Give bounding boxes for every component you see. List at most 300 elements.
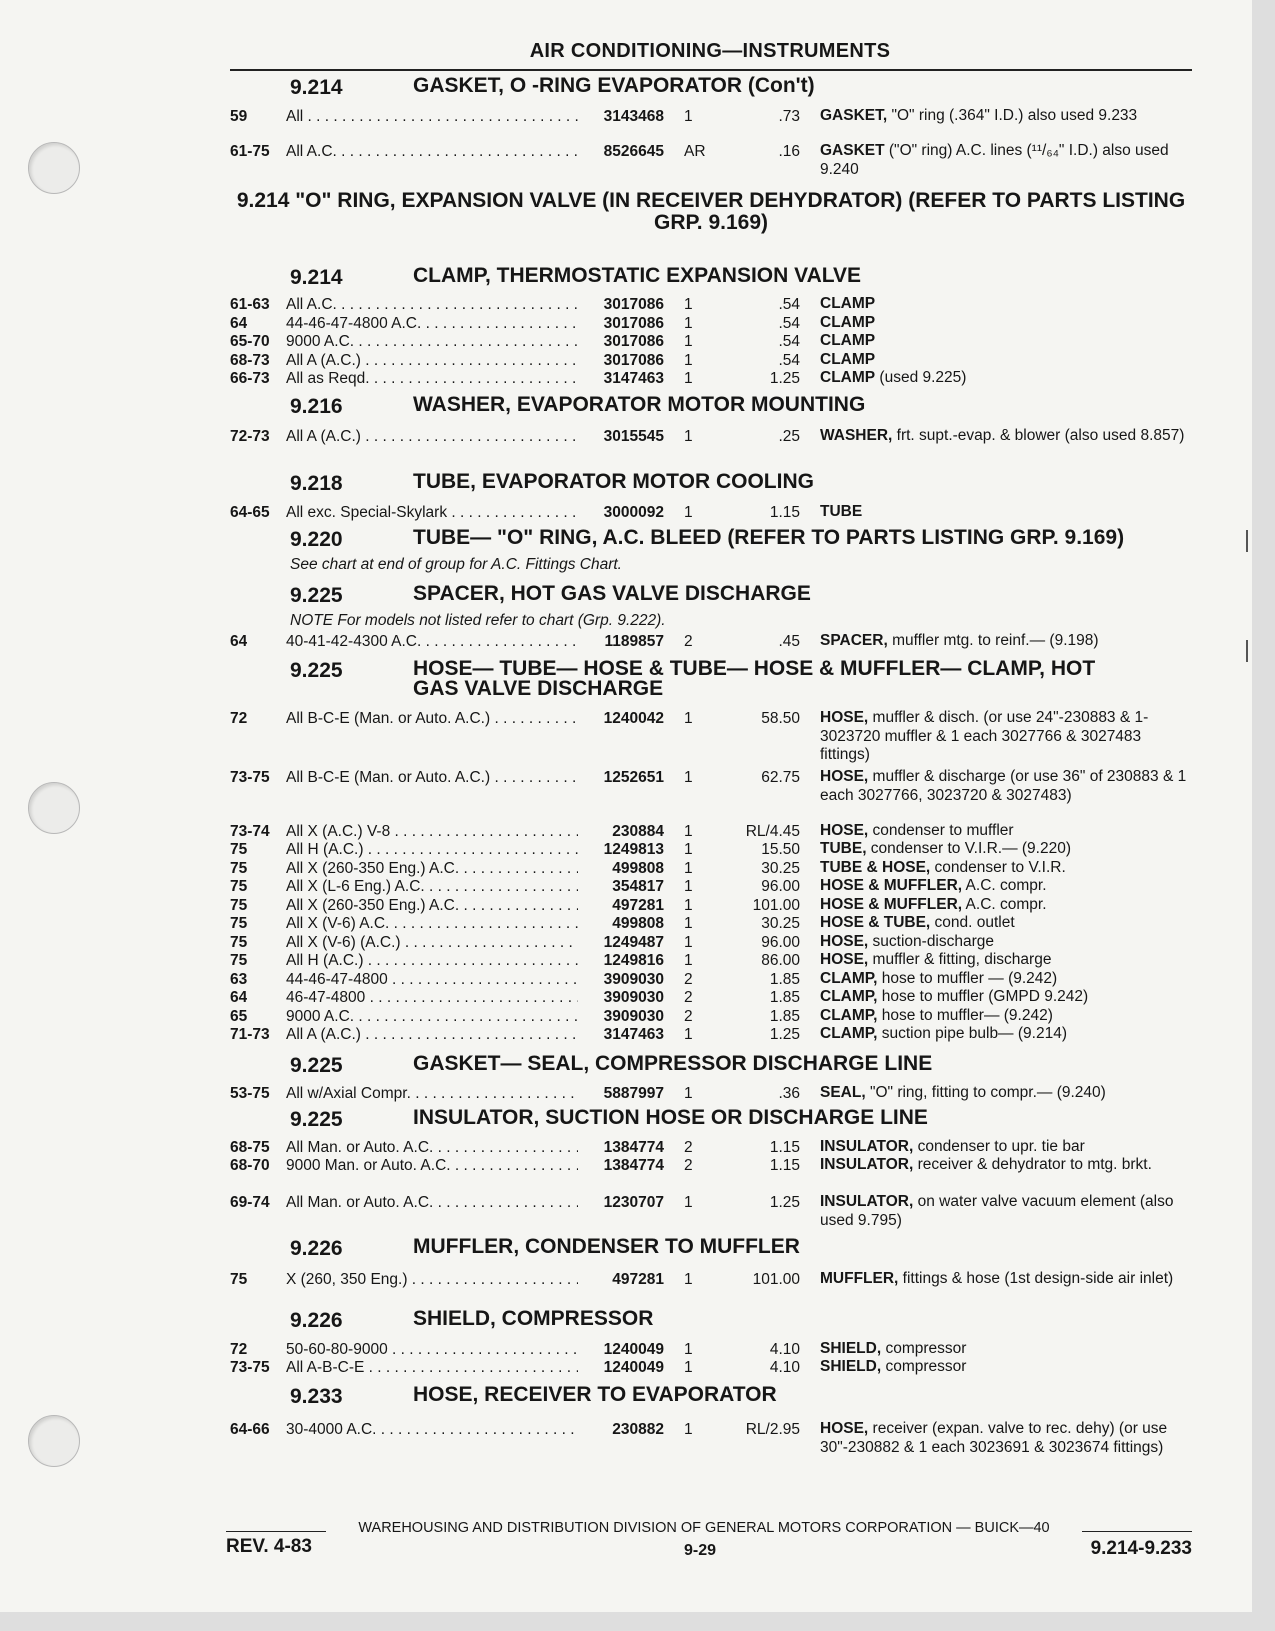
model-years: 64	[230, 633, 248, 650]
quantity: 1	[684, 915, 693, 932]
part-row	[226, 314, 1192, 333]
quantity: 2	[684, 1139, 693, 1156]
part-row	[226, 768, 1192, 804]
part-number: 499808	[612, 860, 664, 877]
group-number: 9.214	[290, 266, 343, 289]
quantity: 1	[684, 841, 693, 858]
price: 58.50	[761, 710, 800, 727]
quantity: 1	[684, 1271, 693, 1288]
part-row	[226, 1156, 1192, 1175]
part-number: 354817	[612, 878, 664, 895]
description	[820, 427, 1192, 446]
group-number: 9.233	[290, 1385, 343, 1408]
model-years: 71-73	[230, 1026, 270, 1043]
part-row	[226, 914, 1192, 933]
part-number: 1384774	[603, 1139, 664, 1156]
part-number: 1249487	[603, 934, 664, 951]
price: 86.00	[761, 952, 800, 969]
description-text: compressor	[881, 1340, 967, 1357]
application	[286, 1138, 578, 1157]
description	[820, 933, 1192, 952]
application	[286, 768, 578, 787]
quantity: 2	[684, 971, 693, 988]
part-row	[226, 427, 1192, 446]
group-title: HOSE— TUBE— HOSE & TUBE— HOSE & MUFFLER— CLAMP, HOT GAS VALVE DISCHARGE	[413, 657, 1096, 700]
description-text: "O" ring (.364" I.D.) also used 9.233	[887, 107, 1138, 124]
description-text: receiver & dehydrator to mtg. brkt.	[913, 1156, 1152, 1173]
description-name: HOSE & TUBE,	[820, 914, 931, 931]
price: RL/2.95	[745, 1421, 800, 1438]
quantity: 2	[684, 989, 693, 1006]
description-name: TUBE & HOSE,	[820, 859, 931, 876]
part-number: 230882	[612, 1421, 664, 1438]
quantity: 2	[684, 1008, 693, 1025]
model-years: 75	[230, 897, 248, 914]
part-row	[226, 988, 1192, 1007]
model-years: 63	[230, 971, 248, 988]
group-title: GASKET— SEAL, COMPRESSOR DISCHARGE LINE	[413, 1052, 933, 1075]
group-number: 9.214	[290, 76, 343, 99]
part-row	[226, 332, 1192, 351]
part-row	[226, 1358, 1192, 1377]
part-row	[226, 1340, 1192, 1359]
application	[286, 840, 578, 859]
description-name: CLAMP,	[820, 970, 878, 987]
description-name: CLAMP	[820, 351, 876, 368]
application	[286, 914, 578, 933]
description	[820, 369, 1192, 388]
part-number: 497281	[612, 1271, 664, 1288]
model-years: 75	[230, 860, 248, 877]
description	[820, 1156, 1192, 1175]
model-years: 72	[230, 710, 248, 727]
part-row	[226, 709, 1192, 763]
application	[286, 1084, 578, 1103]
section-heading-wide: 9.214 "O" RING, EXPANSION VALVE (IN RECEIVER DEHYDRATOR) (REFER TO PARTS LISTING GRP. 9.169)	[236, 189, 1186, 234]
part-number: 1252651	[603, 769, 664, 786]
price: .45	[778, 633, 800, 650]
quantity: 1	[684, 878, 693, 895]
application-text: All A.C.	[286, 143, 337, 160]
description-name: INSULATOR,	[820, 1193, 914, 1210]
application	[286, 970, 578, 989]
application	[286, 709, 578, 728]
application-text: All H (A.C.)	[286, 952, 364, 969]
description-text: condenser to muffler	[868, 822, 1014, 839]
application	[286, 1340, 578, 1359]
quantity: 1	[684, 952, 693, 969]
price: .25	[778, 428, 800, 445]
application-text: 44-46-47-4800 A.C.	[286, 315, 422, 332]
group-title: TUBE, EVAPORATOR MOTOR COOLING	[413, 470, 814, 493]
part-row	[226, 877, 1192, 896]
group-title: GASKET, O -RING EVAPORATOR (Con't)	[413, 74, 815, 97]
price: .36	[778, 1085, 800, 1102]
part-number: 1240049	[603, 1341, 664, 1358]
price: 96.00	[761, 878, 800, 895]
description-text: muffler & discharge (or use 36" of 230883 & 1 each 3027766, 3023720 & 3027483)	[820, 768, 1187, 804]
quantity: 1	[684, 934, 693, 951]
part-number: 1249813	[603, 841, 664, 858]
application	[286, 988, 578, 1007]
description	[820, 295, 1192, 314]
price: 1.15	[769, 504, 800, 521]
part-number: 1384774	[603, 1157, 664, 1174]
description-text: A.C. compr.	[962, 896, 1047, 913]
part-number: 3017086	[603, 315, 664, 332]
application	[286, 859, 578, 878]
description-name: GASKET	[820, 142, 885, 159]
quantity: 1	[684, 108, 693, 125]
section-note: NOTE For models not listed refer to chart (Grp. 9.222).	[290, 612, 666, 629]
description-name: CLAMP	[820, 295, 876, 312]
footer-rule	[1082, 1531, 1192, 1532]
application-text: All X (A.C.) V-8	[286, 823, 391, 840]
description	[820, 896, 1192, 915]
description-name: SHIELD,	[820, 1358, 882, 1375]
model-years: 65	[230, 1008, 248, 1025]
application	[286, 877, 578, 896]
price: .54	[778, 352, 800, 369]
part-row	[226, 822, 1192, 841]
quantity: 1	[684, 1341, 693, 1358]
price: 4.10	[769, 1359, 800, 1376]
description	[820, 859, 1192, 878]
application	[286, 1270, 578, 1289]
description	[820, 768, 1192, 805]
page-header-title: AIR CONDITIONING—INSTRUMENTS	[529, 40, 891, 62]
application-text: All A-B-C-E	[286, 1359, 365, 1376]
application-text: All Man. or Auto. A.C.	[286, 1139, 434, 1156]
description-name: TUBE,	[820, 840, 867, 857]
footer-page-number: 9-29	[683, 1542, 717, 1559]
description-text: hose to muffler (GMPD 9.242)	[877, 988, 1089, 1005]
model-years: 66-73	[230, 370, 270, 387]
application-text: 9000 Man. or Auto. A.C.	[286, 1157, 451, 1174]
description-name: INSULATOR,	[820, 1138, 914, 1155]
model-years: 75	[230, 934, 248, 951]
model-years: 68-70	[230, 1157, 270, 1174]
description-name: GASKET,	[820, 107, 888, 124]
description-name: HOSE & MUFFLER,	[820, 877, 963, 894]
group-number: 9.218	[290, 472, 343, 495]
model-years: 72-73	[230, 428, 270, 445]
description	[820, 332, 1192, 351]
application	[286, 933, 578, 952]
description-name: HOSE,	[820, 822, 869, 839]
part-number: 1249816	[603, 952, 664, 969]
description	[820, 1340, 1192, 1359]
description-name: SEAL,	[820, 1084, 866, 1101]
price: RL/4.45	[745, 823, 800, 840]
description-text: suction pipe bulb— (9.214)	[877, 1025, 1067, 1042]
quantity: 1	[684, 1421, 693, 1438]
application-text: 40-41-42-4300 A.C.	[286, 633, 422, 650]
quantity: 2	[684, 1157, 693, 1174]
application	[286, 142, 578, 161]
description	[820, 1084, 1192, 1103]
model-years: 75	[230, 952, 248, 969]
application	[286, 314, 578, 333]
part-number: 230884	[612, 823, 664, 840]
application-text: 9000 A.C.	[286, 1008, 355, 1025]
group-title: CLAMP, THERMOSTATIC EXPANSION VALVE	[413, 264, 862, 287]
application	[286, 1025, 578, 1044]
model-years: 61-63	[230, 296, 270, 313]
description-text: "O" ring, fitting to compr.— (9.240)	[865, 1084, 1106, 1101]
footer-division-line: WAREHOUSING AND DISTRIBUTION DIVISION OF GENERAL MOTORS CORPORATION — BUICK—40	[358, 1520, 1050, 1536]
model-years: 73-75	[230, 1359, 270, 1376]
application-text: All A (A.C.)	[286, 352, 361, 369]
quantity: 1	[684, 1359, 693, 1376]
application	[286, 107, 578, 126]
group-number: 9.226	[290, 1309, 343, 1332]
description-text: on water valve vacuum element (also used 9.795)	[820, 1193, 1174, 1229]
description-text: muffler & fitting, discharge	[868, 951, 1052, 968]
quantity: 1	[684, 710, 693, 727]
application-text: All A (A.C.)	[286, 1026, 361, 1043]
application-text: 9000 A.C.	[286, 333, 355, 350]
application-text: All H (A.C.)	[286, 841, 364, 858]
part-row	[226, 632, 1192, 651]
price: 30.25	[761, 915, 800, 932]
model-years: 75	[230, 841, 248, 858]
quantity: 1	[684, 769, 693, 786]
application-text: X (260, 350 Eng.)	[286, 1271, 408, 1288]
group-title: WASHER, EVAPORATOR MOTOR MOUNTING	[413, 393, 866, 416]
application	[286, 427, 578, 446]
application-text: All X (V-6) A.C.	[286, 915, 390, 932]
binder-hole	[28, 782, 80, 834]
application-text: All X (L-6 Eng.) A.C.	[286, 878, 425, 895]
description-text: suction-discharge	[868, 933, 995, 950]
description	[820, 951, 1192, 970]
footer-rule	[226, 1531, 326, 1532]
group-number: 9.220	[290, 528, 343, 551]
group-number: 9.225	[290, 659, 343, 682]
model-years: 72	[230, 1341, 248, 1358]
description-text: compressor	[881, 1358, 967, 1375]
application	[286, 1156, 578, 1175]
description	[820, 1138, 1192, 1157]
description-name: HOSE,	[820, 768, 869, 785]
part-number: 3909030	[603, 971, 664, 988]
description	[820, 107, 1192, 126]
model-years: 68-75	[230, 1139, 270, 1156]
part-number: 499808	[612, 915, 664, 932]
header-rule	[230, 69, 1192, 71]
part-number: 5887997	[603, 1085, 664, 1102]
application-text: All as Reqd.	[286, 370, 370, 387]
part-row	[226, 1025, 1192, 1044]
description	[820, 1270, 1192, 1289]
price: 1.25	[769, 1026, 800, 1043]
description	[820, 1007, 1192, 1026]
description	[820, 632, 1192, 651]
application	[286, 503, 578, 522]
application-text: All exc. Special-Skylark	[286, 504, 448, 521]
part-row	[226, 107, 1192, 126]
quantity: 1	[684, 860, 693, 877]
description-text: cond. outlet	[930, 914, 1015, 931]
part-row	[226, 933, 1192, 952]
quantity: 2	[684, 633, 693, 650]
application-text: 30-4000 A.C.	[286, 1421, 377, 1438]
part-number: 3017086	[603, 352, 664, 369]
description-text: condenser to upr. tie bar	[913, 1138, 1085, 1155]
application-text: All Man. or Auto. A.C.	[286, 1194, 434, 1211]
model-years: 73-75	[230, 769, 270, 786]
group-title: MUFFLER, CONDENSER TO MUFFLER	[413, 1235, 800, 1258]
part-number: 497281	[612, 897, 664, 914]
part-number: 3017086	[603, 333, 664, 350]
quantity: 1	[684, 370, 693, 387]
application	[286, 896, 578, 915]
application	[286, 1420, 578, 1439]
price: 101.00	[752, 897, 800, 914]
part-row	[226, 351, 1192, 370]
description	[820, 970, 1192, 989]
part-row	[226, 1084, 1192, 1103]
price: 1.85	[769, 989, 800, 1006]
group-title: SPACER, HOT GAS VALVE DISCHARGE	[413, 582, 811, 605]
application	[286, 1358, 578, 1377]
description-name: TUBE	[820, 503, 863, 520]
quantity: 1	[684, 352, 693, 369]
part-number: 3909030	[603, 1008, 664, 1025]
price: 1.85	[769, 971, 800, 988]
price: 30.25	[761, 860, 800, 877]
application-text: All A (A.C.)	[286, 428, 361, 445]
description-text: ("O" ring) A.C. lines (¹¹/₆₄" I.D.) also used 9.240	[820, 142, 1169, 178]
quantity: 1	[684, 428, 693, 445]
group-number: 9.225	[290, 584, 343, 607]
description-name: WASHER,	[820, 427, 893, 444]
price: 101.00	[752, 1271, 800, 1288]
model-years: 64-66	[230, 1421, 270, 1438]
part-row	[226, 951, 1192, 970]
model-years: 65-70	[230, 333, 270, 350]
part-number: 1240049	[603, 1359, 664, 1376]
price: 1.25	[769, 1194, 800, 1211]
description-text: muffler & disch. (or use 24"-230883 & 1-3023720 muffler & 1 each 3027766 & 3027483 fittings)	[820, 709, 1149, 763]
description-name: HOSE,	[820, 709, 869, 726]
application-text: 44-46-47-4800	[286, 971, 388, 988]
model-years: 73-74	[230, 823, 270, 840]
part-row	[226, 859, 1192, 878]
description-name: CLAMP,	[820, 988, 878, 1005]
description-name: MUFFLER,	[820, 1270, 899, 1287]
model-years: 68-73	[230, 352, 270, 369]
footer-group-range: 9.214-9.233	[1090, 1538, 1192, 1559]
part-number: 8526645	[603, 143, 664, 160]
group-title: SHIELD, COMPRESSOR	[413, 1307, 654, 1330]
description-text: A.C. compr.	[962, 877, 1047, 894]
description-name: HOSE & MUFFLER,	[820, 896, 963, 913]
description-text: muffler mtg. to reinf.— (9.198)	[887, 632, 1099, 649]
description	[820, 988, 1192, 1007]
quantity: 1	[684, 296, 693, 313]
quantity: 1	[684, 504, 693, 521]
description	[820, 822, 1192, 841]
model-years: 64	[230, 315, 248, 332]
application	[286, 632, 578, 651]
application	[286, 951, 578, 970]
part-row	[226, 1007, 1192, 1026]
application-text: All X (V-6) (A.C.)	[286, 934, 401, 951]
part-row	[226, 1420, 1192, 1456]
description	[820, 840, 1192, 859]
model-years: 75	[230, 1271, 248, 1288]
description	[820, 914, 1192, 933]
quantity: 1	[684, 333, 693, 350]
description	[820, 503, 1192, 522]
description	[820, 142, 1192, 179]
quantity: 1	[684, 823, 693, 840]
description-name: SPACER,	[820, 632, 888, 649]
description-name: CLAMP,	[820, 1025, 878, 1042]
description-name: HOSE,	[820, 933, 869, 950]
part-number: 1189857	[604, 633, 664, 650]
part-number: 3000092	[603, 504, 664, 521]
price: 4.10	[769, 1341, 800, 1358]
part-number: 3143468	[603, 108, 664, 125]
application-text: 50-60-80-9000	[286, 1341, 388, 1358]
part-row	[226, 840, 1192, 859]
description	[820, 1193, 1192, 1230]
application	[286, 295, 578, 314]
description-name: CLAMP	[820, 314, 876, 331]
description-text: fittings & hose (1st design-side air inlet)	[898, 1270, 1174, 1287]
description-text: condenser to V.I.R.	[930, 859, 1066, 876]
edge-mark	[1246, 640, 1248, 662]
description-text: receiver (expan. valve to rec. dehy) (or use 30"-230882 & 1 each 3023691 & 3023674 fittings)	[820, 1420, 1168, 1456]
price: .73	[778, 108, 800, 125]
price: 1.25	[769, 370, 800, 387]
model-years: 75	[230, 915, 248, 932]
description-name: HOSE,	[820, 951, 869, 968]
description-name: HOSE,	[820, 1420, 869, 1437]
price: 1.15	[769, 1139, 800, 1156]
price: 1.85	[769, 1008, 800, 1025]
part-number: 3147463	[603, 1026, 664, 1043]
application-text: All A.C.	[286, 296, 337, 313]
footer-revision: REV. 4-83	[226, 1536, 312, 1557]
description-text: hose to muffler— (9.242)	[877, 1007, 1053, 1024]
description-text: condenser to V.I.R.— (9.220)	[866, 840, 1071, 857]
part-row	[226, 1270, 1192, 1289]
description	[820, 314, 1192, 333]
part-row	[226, 142, 1192, 178]
group-title: INSULATOR, SUCTION HOSE OR DISCHARGE LINE	[413, 1106, 928, 1129]
part-number: 3909030	[603, 989, 664, 1006]
price: 15.50	[761, 841, 800, 858]
model-years: 75	[230, 878, 248, 895]
description-name: SHIELD,	[820, 1340, 882, 1357]
quantity: 1	[684, 1194, 693, 1211]
group-title: HOSE, RECEIVER TO EVAPORATOR	[413, 1383, 777, 1406]
application-text: All B-C-E (Man. or Auto. A.C.)	[286, 769, 491, 786]
application-text: All w/Axial Compr.	[286, 1085, 411, 1102]
group-number: 9.225	[290, 1108, 343, 1131]
description-name: INSULATOR,	[820, 1156, 914, 1173]
quantity: AR	[684, 143, 706, 160]
description-text: (used 9.225)	[875, 369, 967, 386]
part-number: 1240042	[603, 710, 664, 727]
model-years: 53-75	[230, 1085, 270, 1102]
binder-hole	[28, 142, 80, 194]
part-number: 1230707	[603, 1194, 664, 1211]
